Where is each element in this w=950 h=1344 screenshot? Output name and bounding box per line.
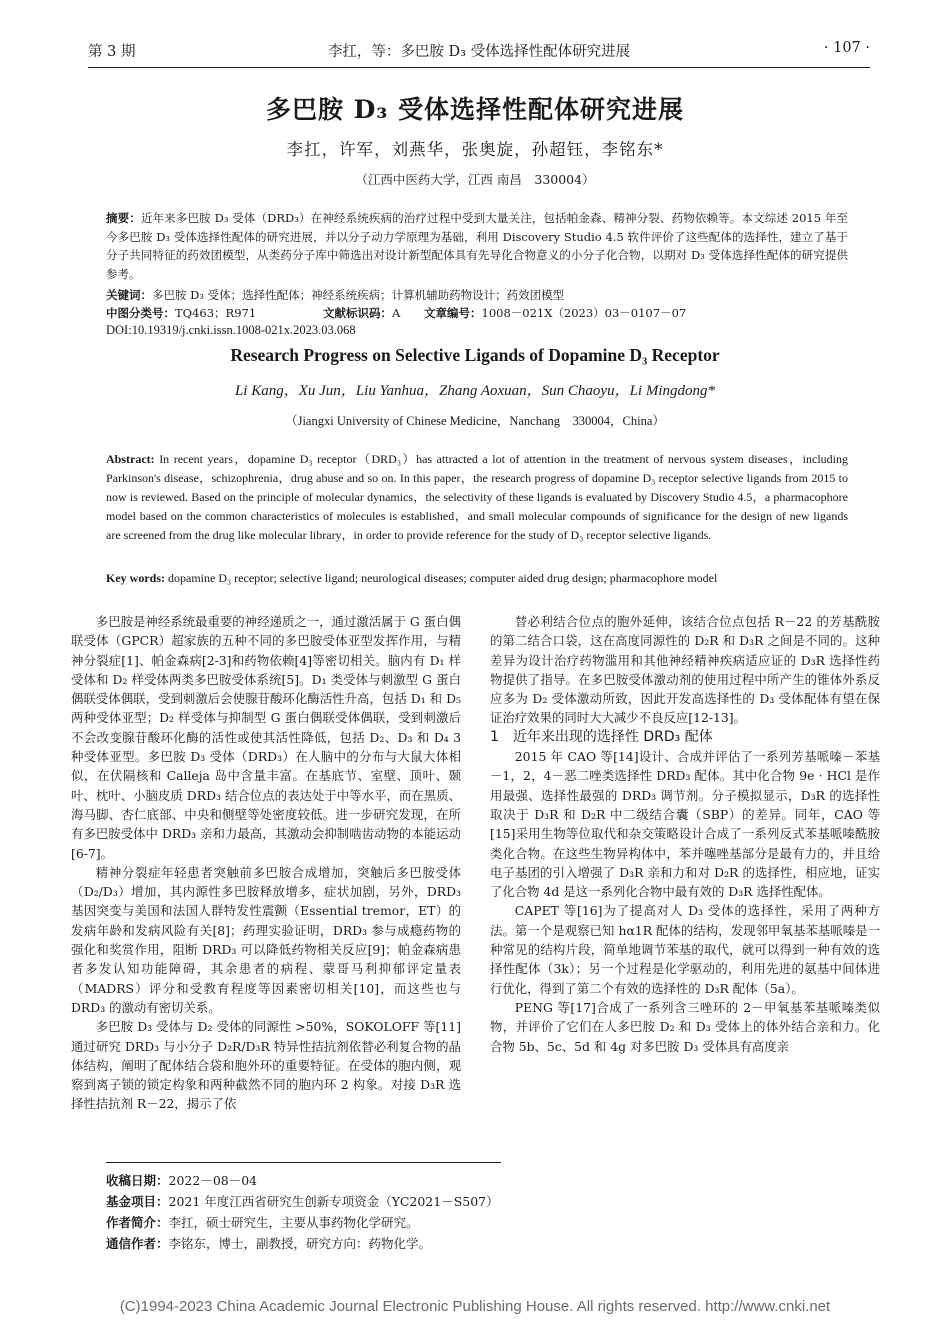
- doc-code: [323, 304, 400, 323]
- abstract-cn: [106, 209, 848, 283]
- article-no: [424, 304, 686, 323]
- running-head: [88, 40, 870, 64]
- article-no-text: 1008－021X（2023）03－0107－07: [481, 306, 687, 320]
- affiliation-cn: （江西中医药大学，江西 南昌 330004）: [355, 172, 595, 187]
- abstract-cn-text: 近年来多巴胺 D₃ 受体（DRD₃）在神经系统疾病的治疗过程中受到大量关注，包括帕金森、精神分裂、药物依赖等。本文综述 2015 年至今多巴胺 D₃ 受体选择性配体的研究进展，并以分子动力学原理为基础，利用 Discovery Studio 4.5 软件评价了这些配体的选择性，建立了基于分子共同特征的药效团模型，从类药分子库中筛选出对设计新型配体具有先导化合物意义的小分子化合物，以期对 D₃ 受体选择性配体的研究提供参考。: [106, 211, 849, 281]
- class-no: [106, 304, 256, 323]
- footnote-label: 作者简介：: [106, 1215, 169, 1230]
- body-paragraph: 替必利结合位点的胞外延伸，该结合位点包括 R－22 的芳基酰胺的第二结合口袋，这在高度同源性的 D₂R 和 D₃R 之间是不同的。这种差异为设计治疗药物滥用和其他神经精神疾病适应证的 D₃R 选择性药物提供了指导。在多巴胺受体激动剂的使用过程中所产生的锥体外系反应多为 D₂ 受体激动所致，因此开发高选择性的 D₃ 受体配体有望在保证治疗效果的同时大大减少不良反应[12-13]。: [490, 614, 880, 726]
- header-divider: [88, 67, 870, 68]
- abstract-en-label: Abstract:: [106, 452, 155, 466]
- authors-en: Li Kang，Xu Jun，Liu Yanhua，Zhang Aoxuan，Sun Chaoyu，Li Mingdong*: [234, 383, 716, 399]
- doc-code-text: A: [392, 306, 401, 320]
- footnote-text: 2021 年度江西省研究生创新专项资金（YC2021－S507）: [168, 1194, 499, 1209]
- footnote-corresponding: [106, 1234, 866, 1254]
- doc-code-label: 文献标识码：: [323, 306, 392, 320]
- footnote-divider: [106, 1162, 501, 1163]
- footnote-text: 李扛，硕士研究生，主要从事药物化学研究。: [168, 1215, 419, 1230]
- keywords-cn: [106, 286, 848, 304]
- body-column-right: [490, 612, 880, 1056]
- body-paragraph: CAPET 等[16]为了提高对人 D₃ 受体的选择性，采用了两种方法。第一个是观察已知 hα1R 配体的结构，发现邻甲氧基苯基哌嗪是一种常见的结构片段，简单地调节苯基的取代，就可以得到一种有效的选择性配体（3k）；另一个过程是化学驱动的，利用先进的氨基中间体进行优化，得到了第二个有效的选择性的 D₃R 配体（5a）。: [490, 903, 880, 996]
- abstract-cn-label: 摘要：: [106, 211, 141, 225]
- running-title: 李扛，等：多巴胺 D₃ 受体选择性配体研究进展: [327, 44, 631, 60]
- class-no-text: TQ463；R971: [175, 306, 257, 320]
- abstract-en-text: In recent years，dopamine D₃ receptor（DRD₃）has attracted a lot of attention in the treatment of nervous system diseases，including Parkinson's disease，schizophrenia，drug abuse and so on. In this paper，the research progress of dopamine D₃ receptor selective ligands from 2015 to now is reviewed. Based on the principle of molecular dynamics，the selectivity of these ligands is evaluated by Discovery Studio 4.5，a pharmacophore model based on the common characteristics of molecules is established，and small molecular compounds of significance for the design of new ligands are screened from the drug like molecular library，in order to provide reference for the study of D₃ receptor selective ligands.: [106, 452, 848, 542]
- title-cn: 多巴胺 D₃ 受体选择性配体研究进展: [265, 95, 685, 124]
- footnote-fund: [106, 1192, 866, 1212]
- footnote-author: [106, 1213, 866, 1233]
- footnote-label: 通信作者：: [106, 1236, 169, 1251]
- article-no-label: 文章编号：: [424, 306, 482, 320]
- affiliation-en: （Jiangxi University of Chinese Medicine，Nanchang 330004，China）: [285, 414, 665, 428]
- body-paragraph: 多巴胺是神经系统最重要的神经递质之一，通过激活属于 G 蛋白偶联受体（GPCR）超家族的五种不同的多巴胺受体亚型发挥作用，与精神分裂症[1]、帕金森病[2-3]和药物依赖[4]等密切相关。脑内有 D₁ 样受体和 D₂ 样受体两类多巴胺受体系统[5]。D₁ 类受体与刺激型 G 蛋白偶联受体偶联，受到刺激后会使腺苷酸环化酶活性升高，包括 D₁ 和 D₅ 两种受体亚型；D₂ 样受体与抑制型 G 蛋白偶联受体偶联，受到刺激后不会改变腺苷酸环化酶的活性或使其活性降低，包括 D₂、D₃ 和 D₄ 3 种受体亚型。多巴胺 D₃ 受体（DRD₃）在人脑中的分布与大鼠大体相似，在伏隔核和 Calleja 岛中含量丰富。在基底节、室壁、顶叶、颞叶、枕叶、小脑皮质 DRD₃ 结合位点的表达处于中等水平，而在黑质、海马脚、杏仁底部、中央和侧壁等处密度较低。进一步研究发现，在所有多巴胺受体中 DRD₃ 亲和力最高，其激动会抑制啮齿动物的本能运动[6-7]。: [71, 614, 461, 861]
- footnote-label: 收稿日期：: [106, 1173, 169, 1188]
- keywords-cn-label: 关键词：: [106, 288, 152, 302]
- body-paragraph: 多巴胺 D₃ 受体与 D₂ 受体的同源性 >50%，SOKOLOFF 等[11]通过研究 DRD₃ 与小分子 D₂R/D₃R 特异性拮抗剂依替必利复合物的晶体结构，阐明了配体结合袋和胞外环的重要特征。在受体的胞内侧，观察到离子锁的锁定构象和两种截然不同的胞内环 2 构象。对接 D₃R 选择性拮抗剂 R－22，揭示了依: [71, 1019, 461, 1112]
- doi: DOI:10.19319/j.cnki.issn.1008-021x.2023.03.068: [106, 323, 356, 337]
- abstract-en: [106, 450, 848, 545]
- title-en: Research Progress on Selective Ligands of Dopamine D₃ Receptor: [230, 345, 720, 365]
- class-no-label: 中图分类号：: [106, 306, 175, 320]
- keywords-cn-text: 多巴胺 D₃ 受体；选择性配体；神经系统疾病；计算机辅助药物设计；药效团模型: [152, 288, 565, 302]
- body-paragraph: 精神分裂症年轻患者突触前多巴胺合成增加，突触后多巴胺受体（D₂/D₃）增加，其内源性多巴胺释放增多，症状加剧，另外，DRD₃ 基因突变与美国和法国人群特发性震颤（Essential tremor，ET）的发病年龄和发病风险有关[8]；药理实验证明，DRD₃ 参与成瘾药物的强化和奖赏作用，阻断 DRD₃ 可以降低药物相关反应[9]；帕金森病患者多发认知功能障碍，其余患者的病程、蒙哥马利抑郁评定量表（MADRS）评分和受教育程度等因素密切相关[10]，而这些也与 DRD₃ 的激动有密切关系。: [71, 864, 461, 1015]
- keywords-en: [106, 571, 848, 586]
- keywords-en-label: Key words:: [106, 571, 165, 585]
- footnote-received: [106, 1171, 866, 1191]
- footnote-label: 基金项目：: [106, 1194, 169, 1209]
- copyright-notice: (C)1994-2023 China Academic Journal Electronic Publishing House. All rights reserved. http://www.cnki.net: [119, 1298, 831, 1315]
- page-number: · 107 ·: [823, 40, 870, 56]
- body-paragraph: PENG 等[17]合成了一系列含三唑环的 2－甲氧基苯基哌嗪类似物，并评价了它们在人多巴胺 D₂ 和 D₃ 受体上的体外结合亲和力。化合物 5b、5c、5d 和 4g 对多巴胺 D₃ 受体具有高度亲: [490, 999, 880, 1054]
- body-column-left: [71, 612, 461, 1114]
- footnote-text: 李铭东，博士，副教授，研究方向：药物化学。: [168, 1236, 432, 1251]
- section-heading-1: 1 近年来出现的选择性 DRD₃ 配体: [490, 728, 713, 745]
- footnote-text: 2022－08－04: [168, 1173, 258, 1188]
- classification-row: [106, 304, 848, 322]
- keywords-en-text: dopamine D₃ receptor; selective ligand; neurological diseases; computer aided drug design; pharmacophore model: [168, 571, 718, 585]
- body-paragraph: 2015 年 CAO 等[14]设计、合成并评估了一系列芳基哌嗪－苯基－1，2，4－恶二唑类选择性 DRD₃ 配体。其中化合物 9e · HCl 是作用最强、选择性最强的 DRD₃ 调节剂。分子模拟显示，D₃R 的选择性取决于 D₃R 和 D₂R 中二级结合囊（SBP）的差异。同年，CAO 等[15]采用生物等位取代和杂交策略设计合成了一系列反式苯基哌嗪酰胺类化合物。在这些生物异构体中，苯并噻唑基部分是最有力的，并且给电子基团的引入增强了 D₃R 亲和力和对 D₂R 的选择性，相应地，证实了化合物 4d 是这一系列化合物中最有效的 D₃R 选择性配体。: [490, 749, 880, 900]
- authors-cn: 李扛，许军，刘燕华，张奥旋，孙超钰，李铭东*: [286, 140, 664, 159]
- issue-number: 第 3 期: [88, 44, 136, 60]
